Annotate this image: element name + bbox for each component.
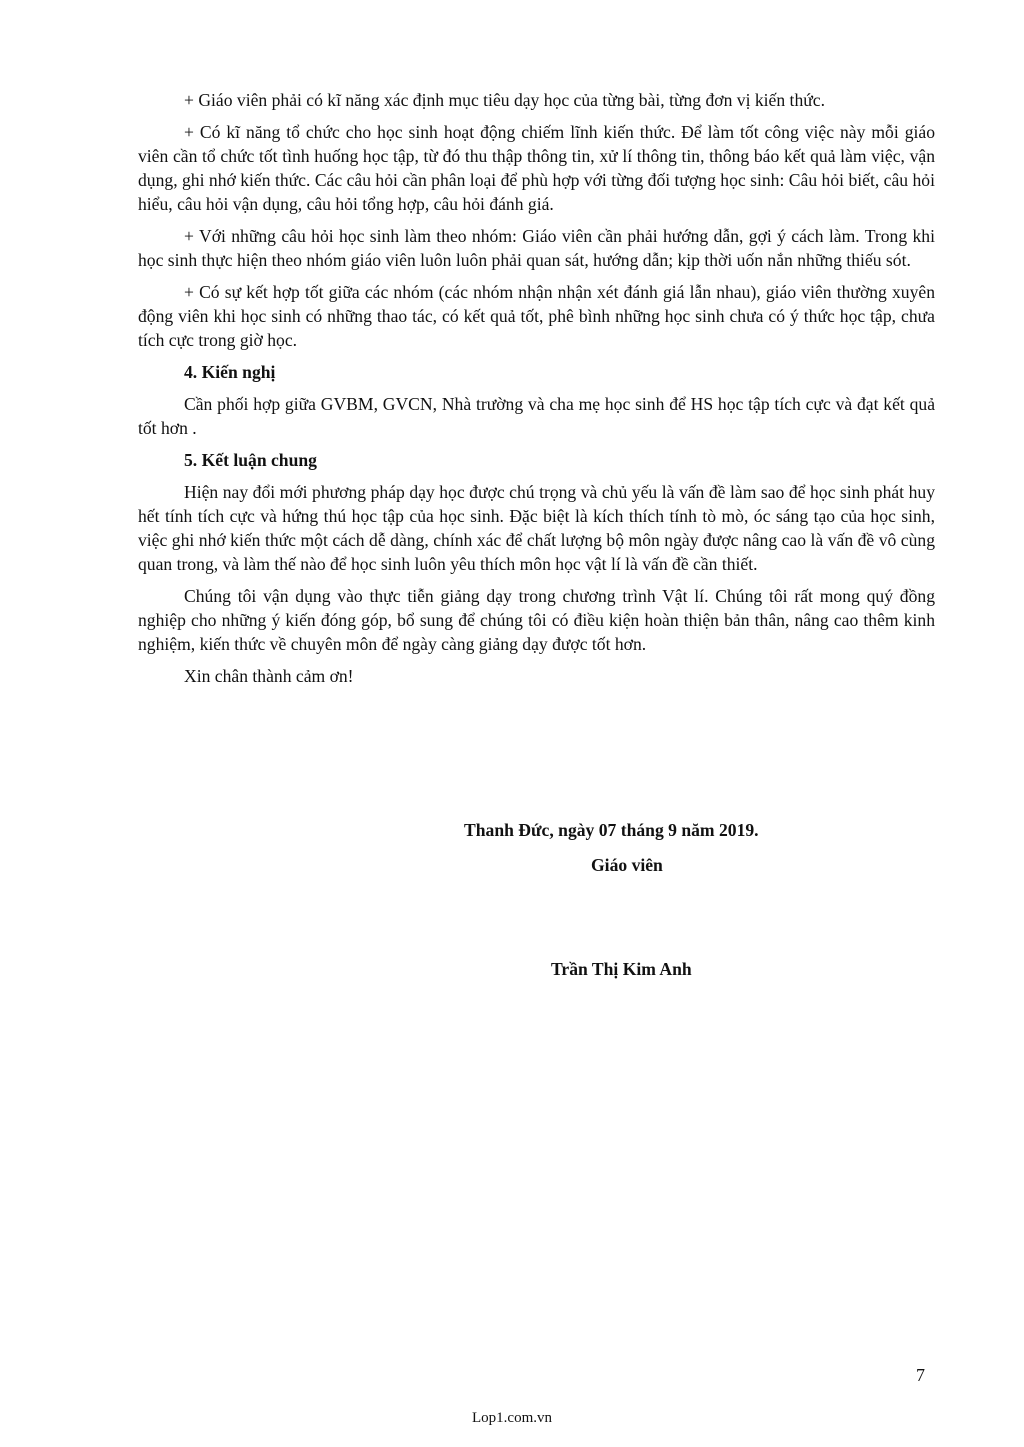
- paragraph-group-questions: + Với những câu hỏi học sinh làm theo nhóm: Giáo viên cần phải hướng dẫn, gợi ý cách làm. Trong khi học sinh thực hiện theo nhóm giáo viên luôn luôn phải quan sát, hướng dẫn; kịp thời uốn nắn những thiếu sót.: [138, 226, 935, 270]
- paragraph-conclusion-2: Chúng tôi vận dụng vào thực tiễn giảng dạy trong chương trình Vật lí. Chúng tôi rất mong quý đồng nghiệp cho những ý kiến đóng góp, bổ sung để chúng tôi có điều kiện hoàn thiện bản thân, nâng cao thêm kinh nghiệm, kiến thức về chuyên môn để ngày càng giảng dạy được tốt hơn.: [138, 586, 935, 654]
- footer-site: Lop1.com.vn: [472, 1410, 552, 1426]
- document-body: [138, 88, 935, 696]
- page-number: 7: [916, 1365, 925, 1385]
- paragraph-conclusion-1: Hiện nay đổi mới phương pháp dạy học được chú trọng và chủ yếu là vấn đề làm sao để học sinh phát huy hết tính tích cực và hứng thú học tập của học sinh. Đặc biệt là kích thích tính tò mò, óc sáng tạo của học sinh, việc ghi nhớ kiến thức một cách dễ dàng, chính xác để chất lượng bộ môn ngày được nâng cao là vấn đề vô cùng quan trong, và làm thế nào để học sinh luôn yêu thích môn học vật lí là vấn đề cần thiết.: [138, 482, 935, 574]
- paragraph-thanks: Xin chân thành cảm ơn!: [184, 666, 354, 686]
- signature-place-date: Thanh Đức, ngày 07 tháng 9 năm 2019.: [464, 820, 759, 840]
- paragraph-group-cooperation: + Có sự kết hợp tốt giữa các nhóm (các nhóm nhận nhận xét đánh giá lẫn nhau), giáo viên thường xuyên động viên khi học sinh có những thao tác, có kết quả tốt, phê bình những học sinh chưa có ý thức học tập, chưa tích cực trong giờ học.: [138, 282, 935, 350]
- signature-name: Trần Thị Kim Anh: [551, 959, 692, 979]
- paragraph-organize-activities: + Có kĩ năng tổ chức cho học sinh hoạt động chiếm lĩnh kiến thức. Để làm tốt công việc này mỗi giáo viên cần tổ chức tốt tình huống học tập, từ đó thu thập thông tin, xử lí thông tin, thông báo kết quả làm việc, vận dụng, ghi nhớ kiến thức. Các câu hỏi cần phân loại để phù hợp với từng đối tượng học sinh: Câu hỏi biết, câu hỏi hiểu, câu hỏi vận dụng, câu hỏi tổng hợp, câu hỏi đánh giá.: [138, 122, 935, 214]
- section-heading-conclusion: 5. Kết luận chung: [184, 450, 317, 470]
- signature-role: Giáo viên: [591, 855, 663, 875]
- paragraph-objectives: + Giáo viên phải có kĩ năng xác định mục tiêu dạy học của từng bài, từng đơn vị kiến thức.: [184, 90, 825, 110]
- paragraph-recommendations: Cần phối hợp giữa GVBM, GVCN, Nhà trường và cha mẹ học sinh để HS học tập tích cực và đạt kết quả tốt hơn .: [138, 394, 935, 438]
- section-heading-recommendations: 4. Kiến nghị: [184, 362, 276, 382]
